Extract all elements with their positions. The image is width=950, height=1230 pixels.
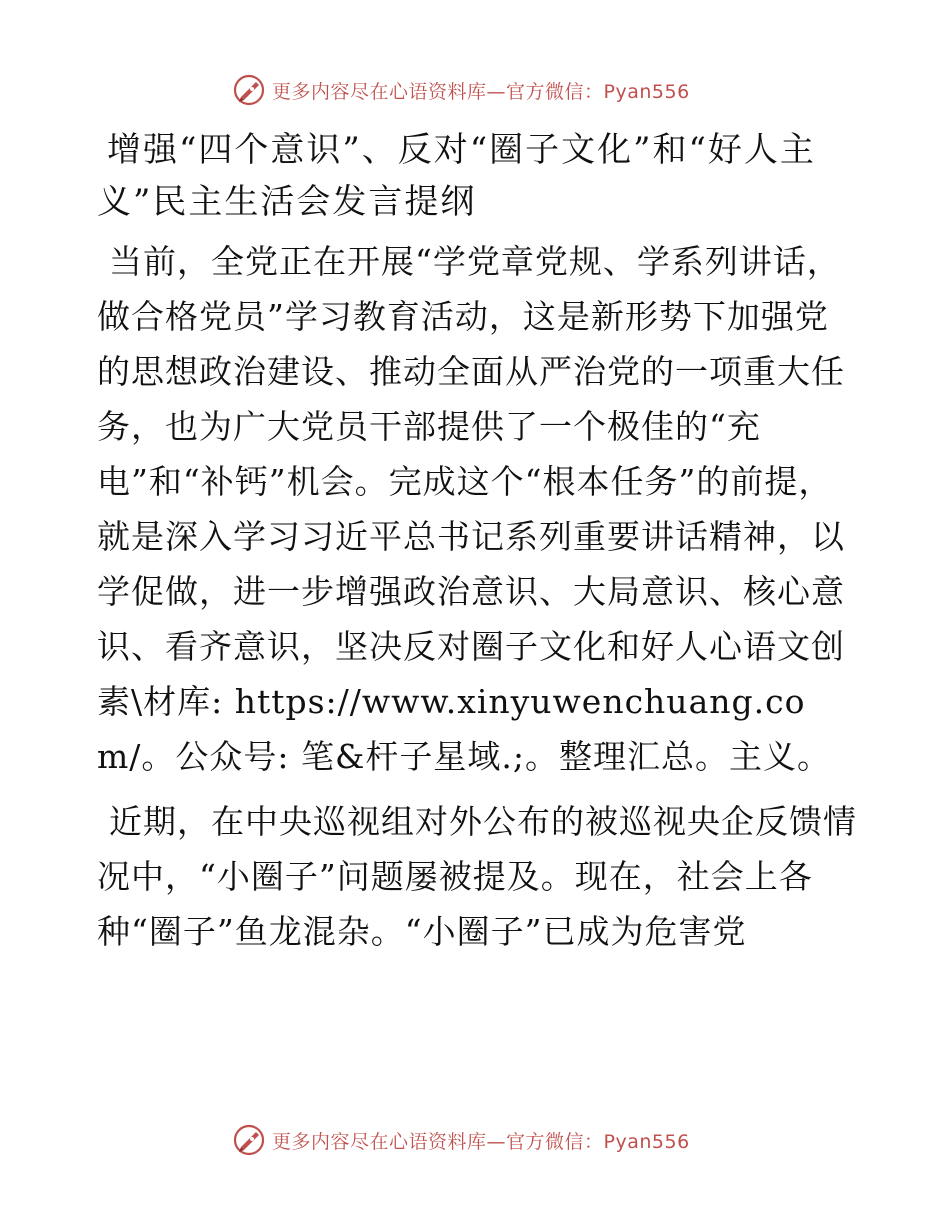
banner-text: 更多内容尽在心语资料库—官方微信：Pyan556	[272, 1130, 690, 1153]
paragraph: 当前，全党正在开展“学党章党规、学系列讲话，做合格党员”学习教育活动，这是新形势下加强党的思想政治建设、推动全面从严治党的一项重大任务，也为广大党员干部提供了一个极佳的“充电”和“补钙”机会。完成这个“根本任务”的前提，就是深入学习习近平总书记系列重要讲话精神，以学促做，进一步增强政治意识、大局意识、核心意识、看齐意识，坚决反对圈子文化和好人心语文创素\材库: https://www.xinyuwenchuang.com/。公众号: 笔&杆子星域.;。整理汇总。主义。	[97, 242, 845, 776]
document-title: 增强“四个意识”、反对“圈子文化”和“好人主义”民主生活会发言提纲	[97, 130, 816, 222]
document-body	[97, 124, 857, 969]
banner-text: 更多内容尽在心语资料库—官方微信：Pyan556	[272, 80, 690, 103]
footer-watermark	[232, 1122, 690, 1158]
pen-logo-icon	[232, 73, 266, 107]
pen-logo-icon	[232, 1123, 266, 1157]
header-watermark	[232, 72, 690, 108]
paragraph: 近期，在中央巡视组对外公布的被巡视央企反馈情况中，“小圈子”问题屡被提及。现在，社会上各种“圈子”鱼龙混杂。“小圈子”已成为危害党	[97, 802, 857, 951]
